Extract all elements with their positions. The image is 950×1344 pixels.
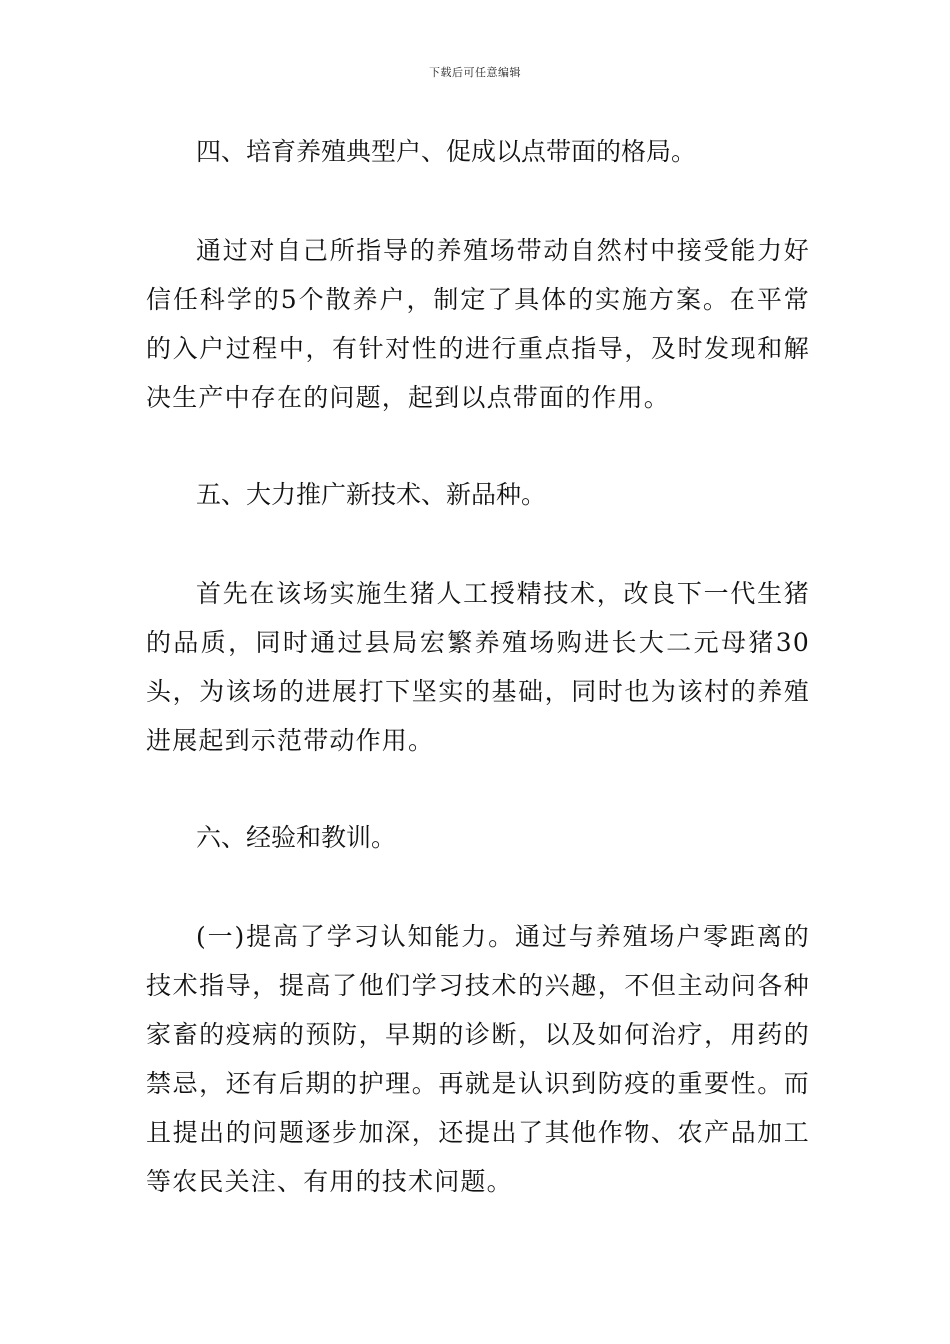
spacer <box>146 519 810 569</box>
section-heading-6: 六、经验和教训。 <box>196 823 397 852</box>
document-body <box>146 128 810 1206</box>
spacer <box>146 862 810 912</box>
spacer <box>146 176 810 226</box>
section-paragraph-6: (一)提高了学习认知能力。通过与养殖场户零距离的技术指导，提高了他们学习技术的兴趣，不但主动问各种家畜的疫病的预防，早期的诊断，以及如何治疗，用药的禁忌，还有后期的护理。再就是认识到防疫的重要性。而且提出的问题逐步加深，还提出了其他作物、农产品加工等农民关注、有用的技术问题。 <box>146 922 810 1196</box>
section-paragraph-4: 通过对自己所指导的养殖场带动自然村中接受能力好信任科学的5个散养户，制定了具体的实施方案。在平常的入户过程中，有针对性的进行重点指导，及时发现和解决生产中存在的问题，起到以点带面的作用。 <box>146 236 810 412</box>
section-heading-5: 五、大力推广新技术、新品种。 <box>196 480 547 509</box>
section-paragraph-5: 首先在该场实施生猪人工授精技术，改良下一代生猪的品质，同时通过县局宏繁养殖场购进长大二元母猪30头，为该场的进展打下坚实的基础，同时也为该村的养殖进展起到示范带动作用。 <box>146 579 810 755</box>
spacer <box>146 422 810 471</box>
page-header-note: 下载后可任意编辑 <box>429 66 521 79</box>
spacer <box>146 765 810 814</box>
section-heading-4: 四、培育养殖典型户、促成以点带面的格局。 <box>196 137 697 166</box>
